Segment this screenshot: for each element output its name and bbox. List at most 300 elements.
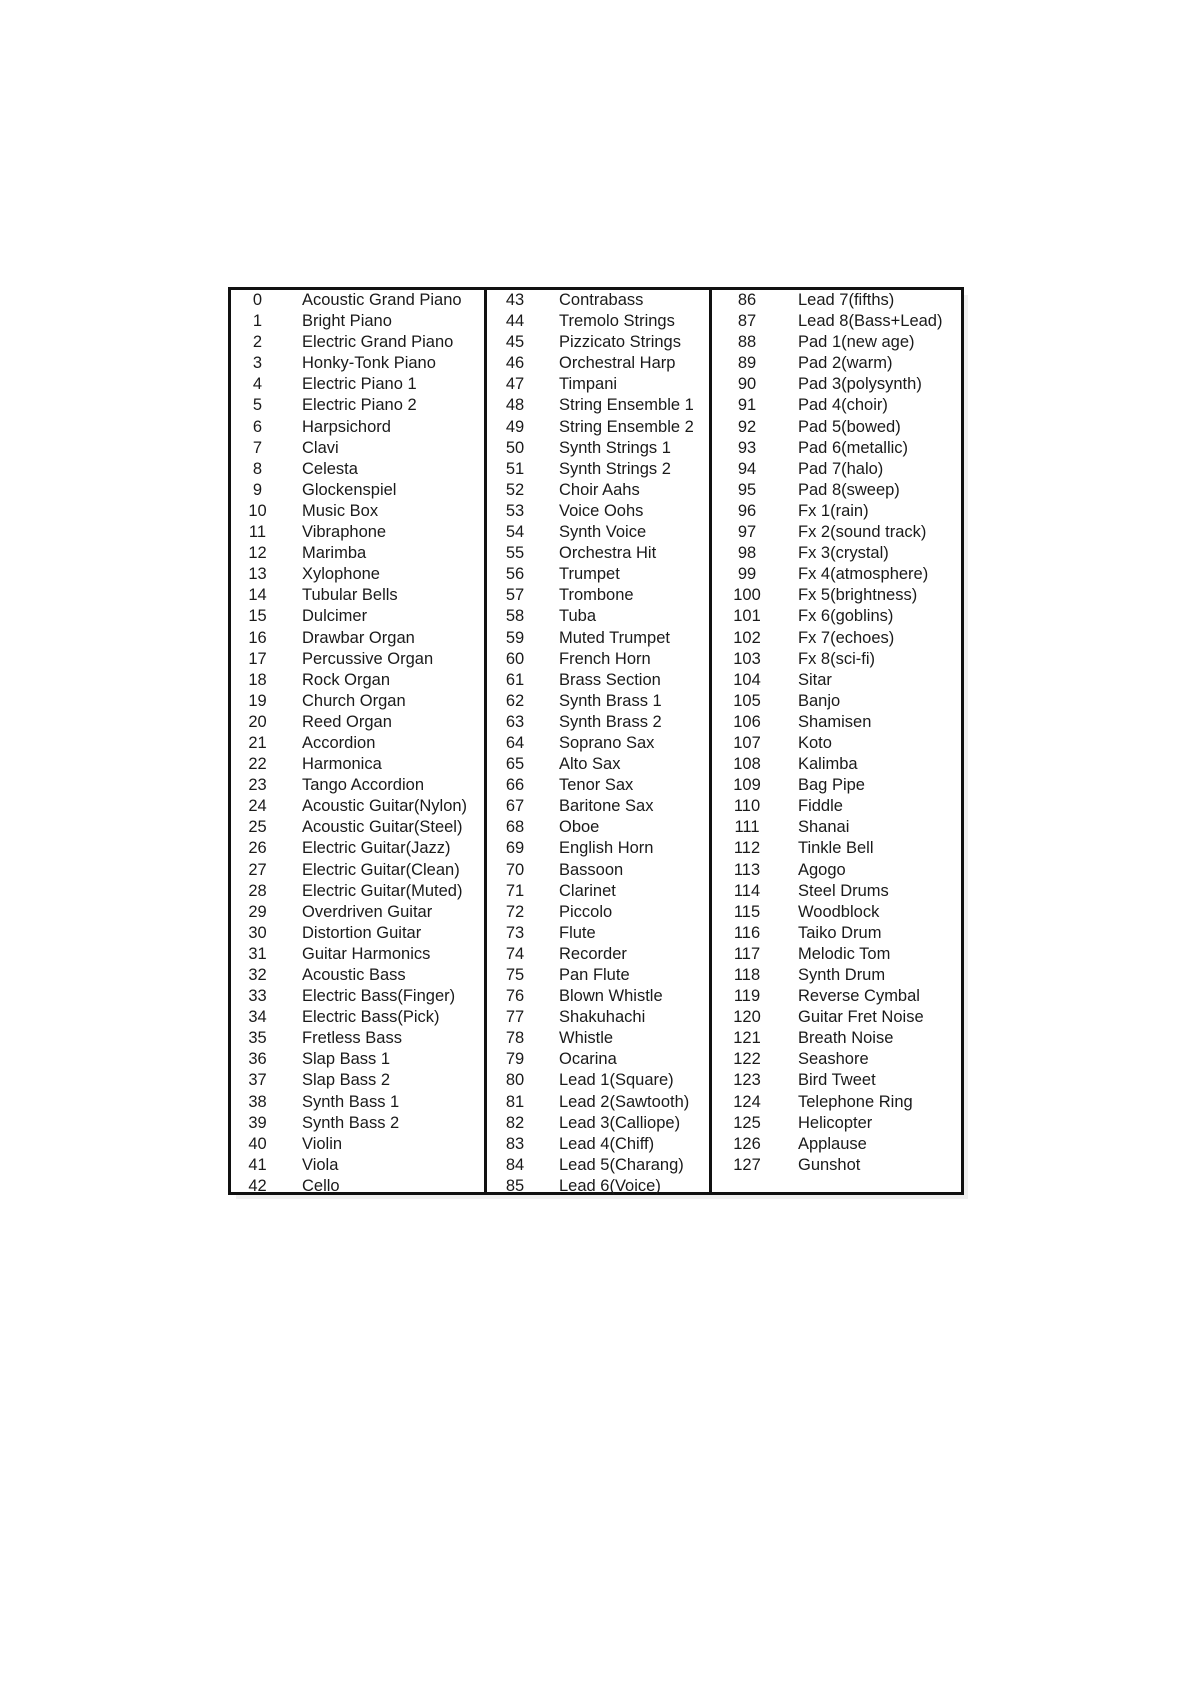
instrument-row	[712, 438, 961, 459]
program-number: 70	[505, 860, 525, 879]
program-number: 55	[505, 544, 525, 563]
instrument-name: Pad 7(halo)	[798, 459, 884, 478]
instrument-name: French Horn	[559, 649, 651, 668]
instrument-row	[487, 691, 709, 712]
instrument-row	[487, 374, 709, 395]
instrument-row	[712, 1007, 961, 1028]
instrument-row	[231, 564, 484, 585]
instrument-name: Electric Bass(Pick)	[302, 1008, 440, 1027]
instrument-row	[231, 1176, 484, 1197]
instrument-row	[487, 1070, 709, 1091]
instrument-row	[487, 311, 709, 332]
instrument-name: Vibraphone	[302, 523, 387, 542]
program-number: 122	[733, 1050, 761, 1069]
instrument-row	[231, 1007, 484, 1028]
program-number: 17	[248, 649, 267, 668]
instrument-name: Piccolo	[559, 902, 613, 921]
instrument-row	[231, 417, 484, 438]
instrument-name: Pizzicato Strings	[559, 333, 681, 352]
program-number: 96	[737, 501, 757, 520]
instrument-row	[487, 459, 709, 480]
program-number: 78	[505, 1029, 525, 1048]
instrument-name: Drawbar Organ	[302, 628, 415, 647]
instrument-name: Tango Accordion	[302, 776, 425, 795]
program-number: 74	[505, 944, 525, 963]
instrument-row	[487, 1176, 709, 1197]
instrument-name: String Ensemble 2	[559, 417, 694, 436]
program-number: 56	[505, 565, 525, 584]
instrument-name: Tuba	[559, 607, 596, 626]
program-number: 125	[733, 1113, 761, 1132]
instrument-name: Applause	[798, 1134, 867, 1153]
instrument-name: Glockenspiel	[302, 480, 397, 499]
instrument-name: Bright Piano	[302, 312, 392, 331]
program-number: 85	[505, 1176, 525, 1195]
instrument-row	[487, 1049, 709, 1070]
instrument-name: Fx 1(rain)	[798, 501, 869, 520]
program-number: 11	[248, 523, 267, 542]
instrument-name: Lead 1(Square)	[559, 1071, 674, 1090]
instrument-row	[231, 353, 484, 374]
program-number: 83	[505, 1134, 525, 1153]
program-number: 119	[733, 987, 761, 1006]
program-number: 92	[737, 417, 757, 436]
instrument-row	[712, 585, 961, 606]
instrument-row	[487, 332, 709, 353]
instrument-name: Whistle	[559, 1029, 614, 1048]
instrument-name: Flute	[559, 923, 596, 942]
program-number: 63	[505, 712, 525, 731]
program-number: 50	[505, 438, 525, 457]
program-number: 27	[248, 860, 267, 879]
instrument-row	[712, 902, 961, 923]
program-number: 13	[248, 565, 267, 584]
instrument-name: Telephone Ring	[798, 1092, 913, 1111]
instrument-row	[487, 585, 709, 606]
instrument-row	[487, 480, 709, 501]
instrument-name: Timpani	[559, 375, 618, 394]
program-number: 23	[248, 776, 267, 795]
instrument-row	[712, 649, 961, 670]
instrument-row	[487, 712, 709, 733]
instrument-name: Reed Organ	[302, 712, 392, 731]
instrument-row	[487, 417, 709, 438]
program-number: 102	[733, 628, 761, 647]
instrument-row	[231, 438, 484, 459]
instrument-row	[231, 944, 484, 965]
program-number: 66	[505, 776, 525, 795]
instrument-row	[487, 649, 709, 670]
program-number: 47	[505, 375, 525, 394]
program-number: 9	[252, 480, 263, 499]
program-number: 89	[737, 354, 757, 373]
instrument-name: Lead 6(Voice)	[559, 1176, 661, 1195]
program-number: 69	[505, 839, 525, 858]
program-number: 67	[505, 797, 525, 816]
instrument-name: Clavi	[302, 438, 339, 457]
instrument-row	[487, 1155, 709, 1176]
instrument-row	[487, 944, 709, 965]
instrument-name: Fx 5(brightness)	[798, 586, 918, 605]
instrument-name: Bird Tweet	[798, 1071, 876, 1090]
program-number: 44	[505, 312, 525, 331]
instrument-name: Electric Grand Piano	[302, 333, 454, 352]
instrument-row	[712, 311, 961, 332]
instrument-row	[231, 712, 484, 733]
instrument-row	[231, 459, 484, 480]
instrument-name: Pad 2(warm)	[798, 354, 893, 373]
instrument-row	[487, 1007, 709, 1028]
program-number: 113	[733, 860, 761, 879]
instrument-name: Pad 1(new age)	[798, 333, 915, 352]
instrument-row	[487, 353, 709, 374]
instrument-row	[712, 628, 961, 649]
instrument-row	[712, 606, 961, 627]
program-number: 76	[505, 987, 525, 1006]
instrument-name: Electric Guitar(Clean)	[302, 860, 460, 879]
instrument-row	[487, 881, 709, 902]
program-number: 127	[733, 1155, 761, 1174]
program-number: 99	[737, 565, 757, 584]
program-number: 110	[733, 797, 761, 816]
instrument-name: Cello	[302, 1176, 340, 1195]
instrument-name: Tremolo Strings	[559, 312, 675, 331]
instrument-row	[712, 754, 961, 775]
instrument-name: Music Box	[302, 501, 379, 520]
instrument-name: Harpsichord	[302, 417, 391, 436]
program-number: 115	[733, 902, 761, 921]
program-number: 101	[733, 607, 761, 626]
instrument-name: Blown Whistle	[559, 987, 663, 1006]
program-number: 34	[248, 1008, 267, 1027]
instrument-name: Fretless Bass	[302, 1029, 402, 1048]
program-number: 22	[248, 755, 267, 774]
instrument-row	[712, 1092, 961, 1113]
program-number: 54	[505, 523, 525, 542]
program-number: 88	[737, 333, 757, 352]
instrument-name: Muted Trumpet	[559, 628, 670, 647]
instrument-row	[712, 564, 961, 585]
program-number: 40	[248, 1134, 267, 1153]
instrument-row	[231, 543, 484, 564]
program-number: 121	[733, 1029, 761, 1048]
program-number: 20	[248, 712, 267, 731]
program-number: 103	[733, 649, 761, 668]
instrument-name: Synth Bass 1	[302, 1092, 400, 1111]
instrument-name: Pad 5(bowed)	[798, 417, 901, 436]
instrument-row	[231, 733, 484, 754]
instrument-name: Soprano Sax	[559, 733, 655, 752]
instrument-row	[487, 754, 709, 775]
instrument-name: Oboe	[559, 818, 600, 837]
instrument-name: Koto	[798, 733, 832, 752]
instrument-name: Guitar Harmonics	[302, 944, 431, 963]
program-number: 14	[248, 586, 267, 605]
instrument-name: Seashore	[798, 1050, 869, 1069]
instrument-row	[487, 606, 709, 627]
instrument-name: Rock Organ	[302, 670, 391, 689]
instrument-row	[712, 395, 961, 416]
instrument-name: Celesta	[302, 459, 358, 478]
program-number: 104	[733, 670, 761, 689]
instrument-name: Tenor Sax	[559, 776, 634, 795]
instrument-name: Synth Bass 2	[302, 1113, 400, 1132]
program-number: 94	[737, 459, 757, 478]
program-number: 114	[733, 881, 761, 900]
instrument-row	[712, 459, 961, 480]
instrument-name: Fx 3(crystal)	[798, 544, 889, 563]
instrument-row	[487, 522, 709, 543]
instrument-row	[231, 480, 484, 501]
instrument-name: Dulcimer	[302, 607, 368, 626]
program-number: 117	[733, 944, 761, 963]
program-number: 38	[248, 1092, 267, 1111]
instrument-row	[712, 670, 961, 691]
instrument-row	[231, 374, 484, 395]
program-number: 118	[733, 966, 761, 984]
instrument-row	[487, 775, 709, 796]
program-number: 60	[505, 649, 525, 668]
program-number: 12	[248, 544, 267, 563]
instrument-row	[487, 1092, 709, 1113]
instrument-row	[231, 923, 484, 944]
instrument-row	[487, 733, 709, 754]
program-number: 4	[252, 375, 263, 394]
program-number: 21	[248, 733, 267, 752]
instrument-row	[231, 332, 484, 353]
instrument-row	[487, 796, 709, 817]
instrument-column-3	[709, 290, 961, 1192]
program-number: 18	[248, 670, 267, 689]
program-number: 87	[737, 312, 757, 331]
program-number: 109	[733, 776, 761, 795]
program-number: 112	[733, 839, 761, 858]
instrument-row	[231, 965, 484, 986]
program-number: 35	[248, 1029, 267, 1048]
instrument-row	[487, 501, 709, 522]
instrument-row	[712, 775, 961, 796]
program-number: 3	[252, 354, 263, 373]
instrument-name: Acoustic Guitar(Nylon)	[302, 797, 468, 816]
program-number: 77	[505, 1008, 525, 1027]
instrument-name: Lead 3(Calliope)	[559, 1113, 681, 1132]
instrument-name: Baritone Sax	[559, 797, 654, 816]
instrument-name: Clarinet	[559, 881, 616, 900]
program-number: 42	[248, 1176, 267, 1195]
instrument-name: Trombone	[559, 586, 634, 605]
instrument-name: Tinkle Bell	[798, 839, 874, 858]
instrument-row	[231, 754, 484, 775]
program-number: 81	[505, 1092, 525, 1111]
instrument-name: Lead 8(Bass+Lead)	[798, 312, 943, 331]
instrument-row	[712, 796, 961, 817]
instrument-row	[231, 395, 484, 416]
instrument-name: Voice Oohs	[559, 501, 644, 520]
instrument-name: Sitar	[798, 670, 832, 689]
program-number: 25	[248, 818, 267, 837]
instrument-name: Orchestra Hit	[559, 544, 657, 563]
program-number: 46	[505, 354, 525, 373]
instrument-name: Banjo	[798, 691, 841, 710]
instrument-name: Synth Strings 2	[559, 459, 671, 478]
program-number: 98	[737, 544, 757, 563]
instrument-row	[487, 290, 709, 311]
instrument-name: Synth Brass 1	[559, 691, 662, 710]
instrument-name: Fx 4(atmosphere)	[798, 565, 929, 584]
instrument-name: Marimba	[302, 544, 367, 563]
instrument-name: Electric Piano 1	[302, 375, 417, 394]
instrument-row	[712, 860, 961, 881]
instrument-row	[231, 691, 484, 712]
instrument-row	[231, 1155, 484, 1176]
program-number: 49	[505, 417, 525, 436]
instrument-name: Synth Brass 2	[559, 712, 662, 731]
program-number: 5	[252, 396, 263, 415]
instrument-name: Pad 4(choir)	[798, 396, 888, 415]
program-number: 68	[505, 818, 525, 837]
instrument-name: Bassoon	[559, 860, 624, 879]
program-number: 64	[505, 733, 525, 752]
instrument-row	[231, 817, 484, 838]
instrument-name: Viola	[302, 1155, 339, 1174]
instrument-name: Fx 8(sci-fi)	[798, 649, 875, 668]
instrument-name: Tubular Bells	[302, 586, 398, 605]
program-number: 79	[505, 1050, 525, 1069]
instrument-name: Lead 4(Chiff)	[559, 1134, 655, 1153]
program-number: 16	[248, 628, 267, 647]
instrument-row	[712, 290, 961, 311]
program-number: 80	[505, 1071, 525, 1090]
program-number: 7	[252, 438, 263, 457]
instrument-name: Violin	[302, 1134, 343, 1153]
program-number: 45	[505, 333, 525, 352]
instrument-row	[712, 480, 961, 501]
instrument-row	[712, 1049, 961, 1070]
instrument-name: Synth Drum	[798, 966, 886, 984]
instrument-row	[231, 501, 484, 522]
program-number: 37	[248, 1071, 267, 1090]
program-number: 100	[733, 586, 761, 605]
program-number: 2	[252, 333, 263, 352]
program-number: 51	[505, 459, 525, 478]
instrument-row	[487, 543, 709, 564]
instrument-row	[231, 902, 484, 923]
program-number: 82	[505, 1113, 525, 1132]
program-number: 15	[248, 607, 267, 626]
instrument-row	[712, 691, 961, 712]
program-number: 52	[505, 480, 525, 499]
program-number: 86	[737, 291, 757, 309]
instrument-name: Electric Guitar(Muted)	[302, 881, 463, 900]
program-number: 75	[505, 966, 525, 984]
instrument-name: Lead 5(Charang)	[559, 1155, 684, 1174]
instrument-row	[487, 438, 709, 459]
instrument-row	[712, 1134, 961, 1155]
instrument-row	[712, 838, 961, 859]
instrument-row	[487, 986, 709, 1007]
program-number: 107	[733, 733, 761, 752]
instrument-row	[231, 522, 484, 543]
instrument-row	[231, 1092, 484, 1113]
instrument-name: String Ensemble 1	[559, 396, 694, 415]
instrument-row	[712, 923, 961, 944]
instrument-name: Church Organ	[302, 691, 406, 710]
program-number: 32	[248, 966, 267, 984]
instrument-row	[487, 670, 709, 691]
instrument-name: Electric Guitar(Jazz)	[302, 839, 451, 858]
instrument-name: Honky-Tonk Piano	[302, 354, 436, 373]
program-number: 8	[252, 459, 263, 478]
program-number: 124	[733, 1092, 761, 1111]
instrument-name: Kalimba	[798, 755, 858, 774]
instrument-list	[231, 290, 484, 1197]
instrument-row	[487, 817, 709, 838]
instrument-name: Gunshot	[798, 1155, 861, 1174]
program-number: 111	[734, 818, 760, 837]
program-number: 108	[733, 755, 761, 774]
program-number: 106	[733, 712, 761, 731]
program-number: 120	[733, 1008, 761, 1027]
instrument-name: Pan Flute	[559, 966, 630, 984]
instrument-name: Fx 7(echoes)	[798, 628, 895, 647]
program-number: 26	[248, 839, 267, 858]
instrument-name: Melodic Tom	[798, 944, 891, 963]
program-number: 105	[733, 691, 761, 710]
program-number: 126	[733, 1134, 761, 1153]
instrument-name: Choir Aahs	[559, 480, 640, 499]
instrument-row	[231, 606, 484, 627]
instrument-name: Xylophone	[302, 565, 380, 584]
program-number: 65	[505, 755, 525, 774]
instrument-row	[231, 1070, 484, 1091]
instrument-row	[231, 649, 484, 670]
program-number: 57	[505, 586, 525, 605]
instrument-name: Acoustic Grand Piano	[302, 291, 462, 309]
instrument-name: Steel Drums	[798, 881, 889, 900]
instrument-name: Breath Noise	[798, 1029, 894, 1048]
instrument-row	[487, 860, 709, 881]
program-number: 71	[505, 881, 525, 900]
instrument-name: Orchestral Harp	[559, 354, 676, 373]
program-number: 62	[505, 691, 525, 710]
instrument-row	[712, 332, 961, 353]
instrument-name: Electric Piano 2	[302, 396, 417, 415]
program-number: 19	[248, 691, 267, 710]
instrument-row	[712, 501, 961, 522]
instrument-name: Ocarina	[559, 1050, 617, 1069]
instrument-name: Synth Voice	[559, 523, 647, 542]
instrument-name: Fx 2(sound track)	[798, 523, 927, 542]
instrument-name: Distortion Guitar	[302, 923, 422, 942]
program-number: 123	[733, 1071, 761, 1090]
instrument-name: Percussive Organ	[302, 649, 434, 668]
instrument-row	[231, 628, 484, 649]
instrument-row	[231, 1113, 484, 1134]
instrument-name: Electric Bass(Finger)	[302, 987, 456, 1006]
program-number: 24	[248, 797, 267, 816]
instrument-row	[231, 1028, 484, 1049]
instrument-row	[231, 860, 484, 881]
instrument-name: Pad 8(sweep)	[798, 480, 900, 499]
program-number: 53	[505, 501, 525, 520]
instrument-row	[712, 712, 961, 733]
program-number: 116	[733, 923, 761, 942]
instrument-row	[487, 628, 709, 649]
instrument-row	[712, 522, 961, 543]
program-number: 84	[505, 1155, 525, 1174]
instrument-name: Fx 6(goblins)	[798, 607, 894, 626]
program-number: 73	[505, 923, 525, 942]
